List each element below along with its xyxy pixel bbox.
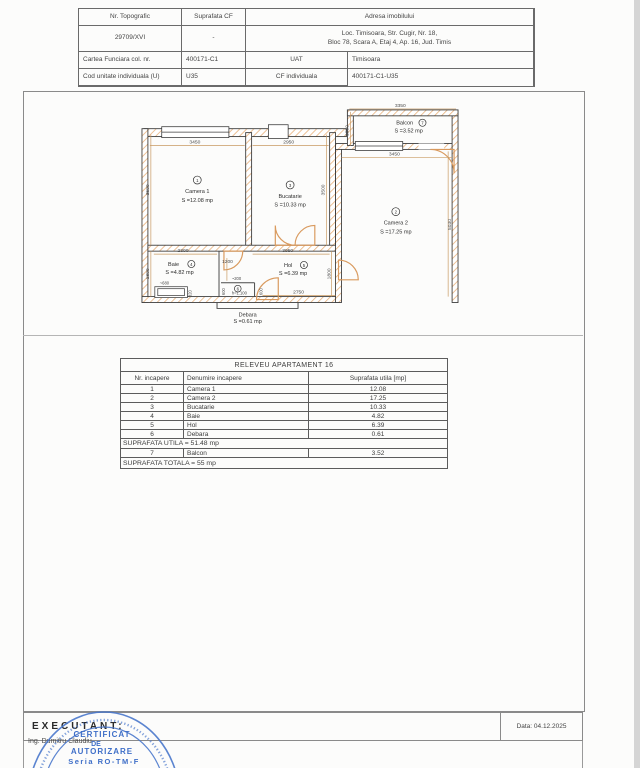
row-name: Camera 2 — [184, 394, 309, 402]
dim-cam1-top: 3450 — [189, 140, 201, 146]
room-name-hol: Hol — [284, 262, 293, 269]
table-row — [121, 385, 447, 394]
nr-topografic-header: Nr. Topografic — [79, 9, 182, 26]
room-num-balcon: 7 — [421, 120, 424, 126]
row-name: Debara — [184, 430, 309, 438]
adresa-value — [246, 26, 534, 52]
dim-hol-top: 3950 — [282, 249, 294, 255]
room-num-camera1: 1 — [196, 178, 199, 184]
room-num-camera2: 2 — [394, 209, 398, 215]
row-name: Hol — [184, 421, 309, 429]
dim-deb-a: 600 — [220, 288, 226, 296]
row-nr: 3 — [121, 403, 184, 411]
dim-baie-left: 1800 — [145, 268, 151, 280]
nr-topografic-value: 29709/XVI — [79, 26, 182, 52]
table-row — [121, 421, 447, 430]
row-area: 3.52 — [371, 449, 385, 457]
col-denumire: Denumire incapere — [184, 372, 309, 384]
col-suprafata: Suprafata utila [mp] — [349, 374, 407, 382]
row-nr: 1 — [121, 385, 184, 393]
room-num-baie: 4 — [190, 261, 193, 267]
cf-individuala-label: CF individuala — [246, 69, 348, 86]
col-nr-incapere: Nr. incapere — [121, 372, 184, 384]
cf-individuala-value: 400171-C1-U35 — [348, 69, 534, 86]
uat-value: Timisoara — [348, 52, 534, 69]
room-num-hol: 5 — [302, 262, 306, 268]
dim-balcon-top: 3350 — [394, 103, 406, 109]
cod-unitate-label: Cod unitate individuala (U) — [79, 69, 182, 86]
adresa-line2: Bloc 78, Scara A, Etaj 4, Ap. 16, Jud. Timis — [327, 38, 452, 46]
dim-balcon-side: 1050 — [345, 125, 351, 137]
room-area-hol: S =6.39 mp — [278, 270, 308, 277]
dim-buc-top: 2950 — [283, 140, 295, 146]
dim-cam2-top: 3450 — [388, 152, 400, 158]
cod-unitate-value: U35 — [182, 69, 246, 86]
scan-edge-shadow — [634, 0, 640, 768]
suprafata-utila-row: SUPRAFATA UTILA = 51.48 mp — [121, 439, 447, 449]
adresa-line1: Loc. Timisoara, Str. Cugir, Nr. 18, — [341, 30, 438, 38]
row-nr: 2 — [121, 394, 184, 402]
suprafata-cf-value: - — [182, 26, 246, 52]
row-area: 0.61 — [371, 430, 385, 438]
row-area: 17.25 — [369, 394, 387, 402]
table-row — [121, 403, 447, 412]
room-name-debara: Debara — [238, 312, 257, 319]
table-row — [121, 430, 447, 439]
adresa-header: Adresa imobilului — [246, 9, 534, 26]
room-num-debara: 6 — [236, 286, 239, 292]
table-row — [121, 412, 447, 421]
dim-hol-right: 1800 — [327, 268, 333, 280]
row-name: Bucatarie — [184, 403, 309, 411]
dim-deb-b: 600 — [258, 288, 264, 296]
releveu-title: RELEVEU APARTAMENT 16 — [121, 359, 447, 372]
dim-wall-mid: 1200 — [221, 260, 233, 266]
stamp-certificat: CERTIFICAT — [73, 730, 131, 739]
stamp-de: DE — [91, 741, 101, 748]
dim-baie-top: 2300 — [177, 249, 189, 255]
dim-deb-offset: ~200 — [231, 275, 242, 281]
room-name-camera1: Camera 1 — [185, 188, 210, 195]
executant-label: EXECUTANT: — [32, 721, 125, 732]
row-area: 10.33 — [369, 403, 387, 411]
releveu-table — [120, 358, 448, 469]
room-name-camera2: Camera 2 — [383, 220, 408, 227]
room-area-camera2: S =17.25 mp — [380, 229, 412, 236]
uat-label: UAT — [246, 52, 348, 69]
header-table — [78, 8, 535, 87]
row-name: Camera 1 — [184, 385, 309, 393]
room-num-bucatarie: 3 — [288, 182, 292, 188]
footer-bar — [23, 712, 583, 741]
row-nr: 6 — [121, 430, 184, 438]
dim-hol-bottom: 2750 — [293, 290, 305, 296]
releveu-header-row — [121, 372, 447, 385]
row-area: 6.39 — [371, 421, 385, 429]
suprafata-cf-header: Suprafata CF — [182, 9, 246, 26]
cartea-funciara-label: Cartea Funciara col. nr. — [79, 52, 182, 69]
row-name: Balcon — [184, 449, 309, 457]
stamp-autorizare: AUTORIZARE — [70, 747, 134, 756]
row-nr: 7 — [121, 449, 184, 457]
row-area: 12.08 — [369, 385, 387, 393]
room-area-camera1: S =12.08 mp — [181, 197, 214, 204]
row-nr: 4 — [121, 412, 184, 420]
date-box: Data: 04.12.2025 — [500, 713, 582, 740]
room-name-bucatarie: Bucatarie — [278, 193, 302, 200]
dim-buc-right: 3500 — [321, 184, 327, 196]
row-name: Baie — [184, 412, 309, 420]
dim-baie-fixture: ~680 — [159, 280, 170, 286]
bath-fixture — [155, 287, 188, 298]
room-area-balcon: S =3.52 mp — [394, 128, 423, 135]
cartea-funciara-value: 400171-C1 — [182, 52, 246, 69]
executant-name: Ing. Dumitru Claudiu — [28, 738, 92, 745]
suprafata-totala-row: SUPRAFATA TOTALA = 55 mp — [123, 459, 216, 467]
floor-plan — [130, 103, 470, 343]
frame-rail-right — [582, 741, 583, 768]
frame-rail-left — [23, 741, 24, 768]
room-area-debara: S =0.61 mp — [233, 319, 262, 326]
room-name-baie: Baie — [168, 261, 180, 268]
dim-deb-h: h=1.100 — [231, 290, 247, 296]
table-row — [121, 394, 447, 403]
dim-baie-width: 320 — [187, 290, 193, 298]
balcon-row — [121, 449, 447, 458]
room-name-balcon: Balcon — [396, 120, 414, 127]
room-area-baie: S =4.82 mp — [165, 269, 194, 276]
row-nr: 5 — [121, 421, 184, 429]
row-area: 4.82 — [371, 412, 385, 420]
room-area-bucatarie: S =10.33 mp — [274, 202, 306, 209]
stamp-seria: Seria RO-TM-F — [68, 757, 140, 766]
dim-cam1-left: 3500 — [145, 184, 151, 196]
dim-cam2-right: 5030 — [448, 219, 454, 230]
